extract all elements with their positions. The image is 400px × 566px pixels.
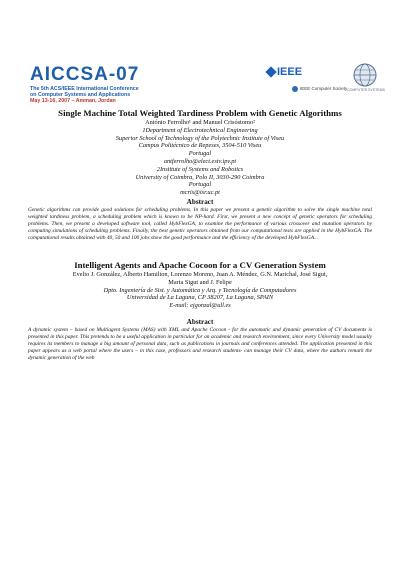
paper-2-title: Intelligent Agents and Apache Cocoon for a CV Generation System: [74, 260, 326, 270]
paper-1-affil1-school: Superior School of Technology of the Polytechnic Institute of Viseu: [115, 134, 285, 142]
paper-2-abstract-heading: Abstract: [186, 317, 214, 326]
sponsor-logos: [262, 62, 392, 102]
conference-subtitle-line1: The 5th ACS/IEEE International Conference: [30, 86, 139, 92]
conference-subtitle: [30, 86, 260, 105]
paper-2-affil-dept: Dpto. Ingeniería de Sist. y Automática y Arq. y Tecnología de Computadores: [103, 286, 297, 294]
paper-2-authors-line2: Marta Sigut and J. Felipe: [168, 278, 232, 286]
paper-1-affil1-dept: 1Department of Electrotechnical Engineering: [142, 126, 258, 134]
paper-1-title: Single Machine Total Weighted Tardiness Problem with Genetic Algorithms: [58, 108, 342, 118]
ieee-diamond-icon: [265, 66, 276, 77]
computer-society-logo: [292, 86, 347, 92]
paper-1: [24, 108, 376, 242]
paper-1-affil2-univ: University of Coimbra, Polo II, 3030-290 Coimbra: [135, 173, 265, 181]
paper-1-authors: António Ferrolho¹ and Manuel Crisóstomo²: [145, 119, 255, 126]
paper-2-affil-univ: Universidad de La Laguna, CP 38207, La Laguna, SPAIN: [126, 294, 274, 302]
paper-1-affil2-email: mcris@isr.uc.pt: [180, 189, 220, 197]
paper-1-affil1-campus: Campus Politécnico de Repeses, 3504-510 Viseu: [138, 142, 262, 150]
conference-dates: May 13-16, 2007 – Amman, Jordan: [30, 98, 116, 105]
paper-2-abstract: A dynamic system – based on Multiagent Systems (MAS) with XML and Apache Cocoon - for the automatic and dynamic generation of CV documents is presented in this paper. This pretends to be a useful application in particular for an academic and research environment, since every University model usually requires its members to manage a big amount of personal data, such as publications in journals and conferences attended. The application presented in this paper appears as a web portal where the users – in this case, professors and research students- can manage their CV data, where the authors remark the dynamic generation of the web: [28, 326, 372, 362]
conference-subtitle-line2: on Computer Systems and Applications: [30, 92, 131, 99]
paper-1-abstract: Genetic algorithms can provide good solutions for scheduling problems. In this paper we present a genetic algorithm to solve the single machine total weighted tardiness problem, a scheduling problem which is known to be NP-hard. First, we present a new concept of genetic operators for scheduling problems. Then, we present a developed software tool, called HybFlexGA, to examine the performance of various crossover and mutation operators by computing simulations of scheduling problems. Finally, the best genetic operators obtained from our computational tests are applied in the HybFlexGA. The computational results obtained with 40, 50 and 100 jobs show the good performance and the efficiency of the developed HybFlexGA...: [28, 206, 372, 242]
conference-acronym: AICCSA-07: [30, 64, 140, 85]
paper-1-abstract-heading: Abstract: [186, 197, 214, 206]
paper-1-affil1-country: Portugal: [188, 150, 212, 158]
paper-1-affil2-inst: 2Institute of Systems and Robotics: [156, 165, 244, 173]
paper-1-affil2-country: Portugal: [188, 181, 212, 189]
paper-2-authors-line1: Evelio J. González, Alberto Hamilton, Lorenzo Moreno, Juan A. Méndez, G.N. Marichal, José Sigut,: [72, 271, 328, 278]
acs-globe-icon: [352, 62, 378, 88]
conference-header: [0, 0, 400, 105]
ieee-logo-text: IEEE: [277, 66, 303, 78]
acs-logo-text: COMPUTER SYSTEMS: [347, 88, 385, 92]
computer-society-logo-text: IEEE Computer Society: [300, 86, 348, 92]
ieee-logo: [267, 66, 302, 78]
paper-1-affil1-email: antferrolho@elect.estv.ipv.pt: [163, 157, 237, 165]
paper-2-affil-email: E-mail: ejgonzal@ull.es: [169, 302, 231, 310]
paper-2: [24, 260, 376, 362]
computer-society-icon: [292, 86, 298, 92]
